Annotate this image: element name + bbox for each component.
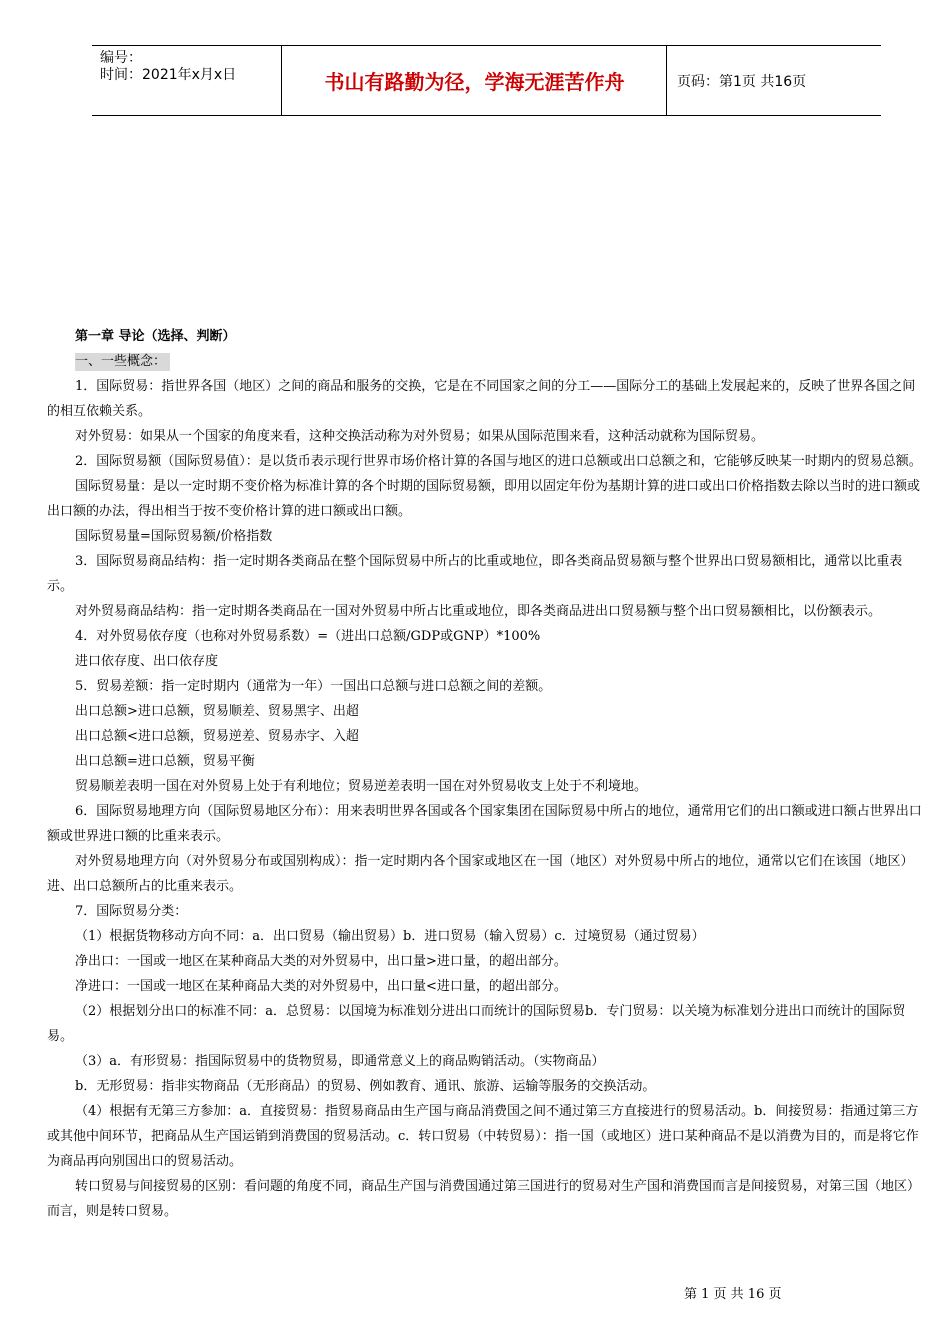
paragraph: 进口依存度、出口依存度	[75, 654, 219, 669]
paragraph-list	[47, 374, 923, 1224]
paragraph: b．无形贸易：指非实物商品（无形商品）的贸易、例如教育、通讯、旅游、运输等服务的交换活动。	[75, 1079, 656, 1094]
paragraph: 出口总额=进口总额，贸易平衡	[75, 754, 255, 769]
chapter-title: 第一章 导论（选择、判断）	[75, 329, 236, 344]
section-title-row	[75, 349, 923, 374]
paragraph: 7．国际贸易分类：	[75, 904, 188, 919]
paragraph: 贸易顺差表明一国在对外贸易上处于有利地位；贸易逆差表明一国在对外贸易收支上处于不利境地。	[75, 779, 648, 794]
paragraph: （3）a．有形贸易：指国际贸易中的货物贸易，即通常意义上的商品购销活动。（实物商品）	[75, 1054, 605, 1069]
section-title: 一、一些概念：	[75, 353, 170, 371]
document-body	[47, 324, 923, 1224]
header-meta	[92, 46, 282, 115]
paragraph: 5．贸易差额：指一定时期内（通常为一年）一国出口总额与进口总额之间的差额。	[75, 679, 552, 694]
paragraph: 4．对外贸易依存度（也称对外贸易系数）=（进出口总额/GDP或GNP）*100%	[75, 629, 541, 644]
paragraph: 6．国际贸易地理方向（国际贸易地区分布）：用来表明世界各国或各个国家集团在国际贸易中所占的地位，通常用它们的出口额或进口额占世界出口额或世界进口额的比重来表示。	[47, 804, 922, 844]
paragraph: 转口贸易与间接贸易的区别：看问题的角度不同，商品生产国与消费国通过第三国进行的贸易对生产国和消费国而言是间接贸易，对第三国（地区）而言，则是转口贸易。	[47, 1179, 921, 1219]
header-page-label: 页码：第1页 共16页	[677, 73, 807, 90]
header-motto: 书山有路勤为径，学海无涯苦作舟	[283, 46, 667, 115]
time-label: 时间：2021年x月x日	[100, 67, 237, 83]
paragraph: 3．国际贸易商品结构：指一定时期各类商品在整个国际贸易中所占的比重或地位，即各类商品贸易额与整个世界出口贸易额相比，通常以比重表示。	[47, 554, 903, 594]
paragraph: 对外贸易：如果从一个国家的角度来看，这种交换活动称为对外贸易；如果从国际范围来看，这种活动就称为国际贸易。	[75, 429, 765, 444]
paragraph: 净进口：一国或一地区在某种商品大类的对外贸易中，出口量<进口量，的超出部分。	[75, 979, 567, 994]
paragraph: （1）根据货物移动方向不同：a．出口贸易（输出贸易）b．进口贸易（输入贸易）c．过境贸易（通过贸易）	[75, 929, 705, 944]
paragraph: 出口总额<进口总额，贸易逆差、贸易赤字、入超	[75, 729, 359, 744]
paragraph: 2．国际贸易额（国际贸易值）：是以货币表示现行世界市场价格计算的各国与地区的进口总额或出口总额之和，它能够反映某一时期内的贸易总额。	[75, 454, 922, 469]
paragraph: 对外贸易商品结构：指一定时期各类商品在一国对外贸易中所占比重或地位，即各类商品进出口贸易额与整个出口贸易额相比，以份额表示。	[75, 604, 882, 619]
paragraph: （4）根据有无第三方参加：a．直接贸易：指贸易商品由生产国与商品消费国之间不通过第三方直接进行的贸易活动。b．间接贸易：指通过第三方或其他中间环节，把商品从生产国运销到消费国的贸易活动。c．转口贸易（中转贸易）：指一国（或地区）进口某种商品不是以消费为目的，而是将它作为商品再向别国出口的贸易活动。	[47, 1104, 919, 1169]
paragraph: 净出口：一国或一地区在某种商品大类的对外贸易中，出口量>进口量，的超出部分。	[75, 954, 567, 969]
paragraph: 对外贸易地理方向（对外贸易分布或国别构成）：指一定时期内各个国家或地区在一国（地区）对外贸易中所占的地位，通常以它们在该国（地区）进、出口总额所占的比重来表示。	[47, 854, 914, 894]
paragraph: 出口总额>进口总额，贸易顺差、贸易黑字、出超	[75, 704, 359, 719]
page-header	[92, 45, 881, 116]
paragraph: 国际贸易量=国际贸易额/价格指数	[75, 529, 273, 544]
number-label: 编号：	[100, 50, 142, 66]
page-footer: 第 1 页 共 16 页	[684, 1287, 782, 1302]
paragraph: 国际贸易量：是以一定时期不变价格为标准计算的各个时期的国际贸易额，即用以固定年份为基期计算的进口或出口价格指数去除以当时的进口额或出口额的办法，得出相当于按不变价格计算的进口额或出口额。	[47, 479, 921, 519]
paragraph: 1．国际贸易：指世界各国（地区）之间的商品和服务的交换，它是在不同国家之间的分工——国际分工的基础上发展起来的，反映了世界各国之间的相互依赖关系。	[47, 379, 916, 419]
paragraph: （2）根据划分出口的标准不同：a．总贸易：以国境为标准划分进出口而统计的国际贸易b．专门贸易：以关境为标准划分进出口而统计的国际贸易。	[47, 1004, 906, 1044]
